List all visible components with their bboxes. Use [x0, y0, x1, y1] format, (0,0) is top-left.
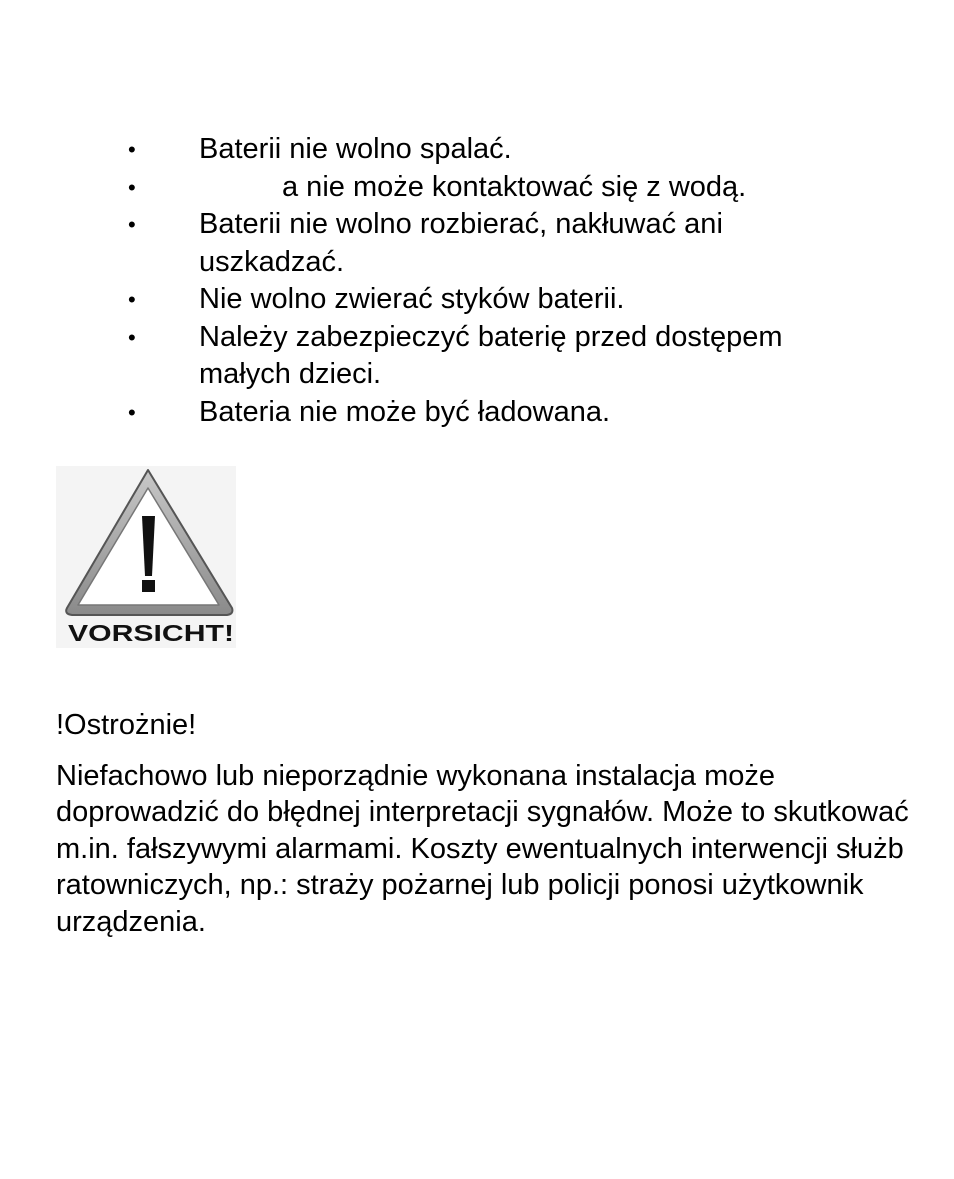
bullet-icon: • — [128, 324, 136, 350]
bullet-icon: • — [128, 212, 136, 237]
list-item-text: Nie wolno zwierać styków baterii. — [199, 283, 625, 315]
caution-paragraph: Niefachowo lub nieporządnie wykonana instalacja może doprowadzić do błędnej interpretacji sygnałów. Może to skutkować m.in. fałszywymi alarmami. Koszty ewentualnych interwencji służb ratowniczych, np.: straży pożarnej lub policji ponosi użytkownik urządzenia. — [56, 760, 909, 938]
bullet-icon: • — [128, 399, 136, 425]
bullet-icon: • — [128, 137, 136, 162]
bullet-icon: • — [128, 287, 136, 312]
list-item — [128, 206, 888, 281]
warning-sign-label: VORSICHT! — [68, 620, 234, 646]
list-item — [128, 319, 888, 394]
caution-heading: !Ostrożnie! — [56, 709, 197, 741]
warning-sign — [56, 466, 236, 648]
list-item-text: Bateria nie może być ładowana. — [199, 395, 611, 428]
list-item-text: a nie może kontaktować się z wodą. — [282, 170, 747, 203]
list-item-text: Baterii nie wolno rozbierać, nakłuwać ani uszkadzać. — [199, 208, 723, 278]
list-item — [128, 169, 888, 207]
list-item-text: Baterii nie wolno spalać. — [199, 133, 512, 165]
list-item — [128, 394, 888, 432]
list-item-text: Należy zabezpieczyć baterię przed dostępem małych dzieci. — [199, 320, 783, 390]
bullet-icon: • — [128, 174, 136, 200]
battery-warning-list — [128, 131, 888, 431]
list-item — [128, 281, 888, 319]
list-item — [128, 131, 888, 169]
warning-triangle-icon — [56, 466, 236, 648]
